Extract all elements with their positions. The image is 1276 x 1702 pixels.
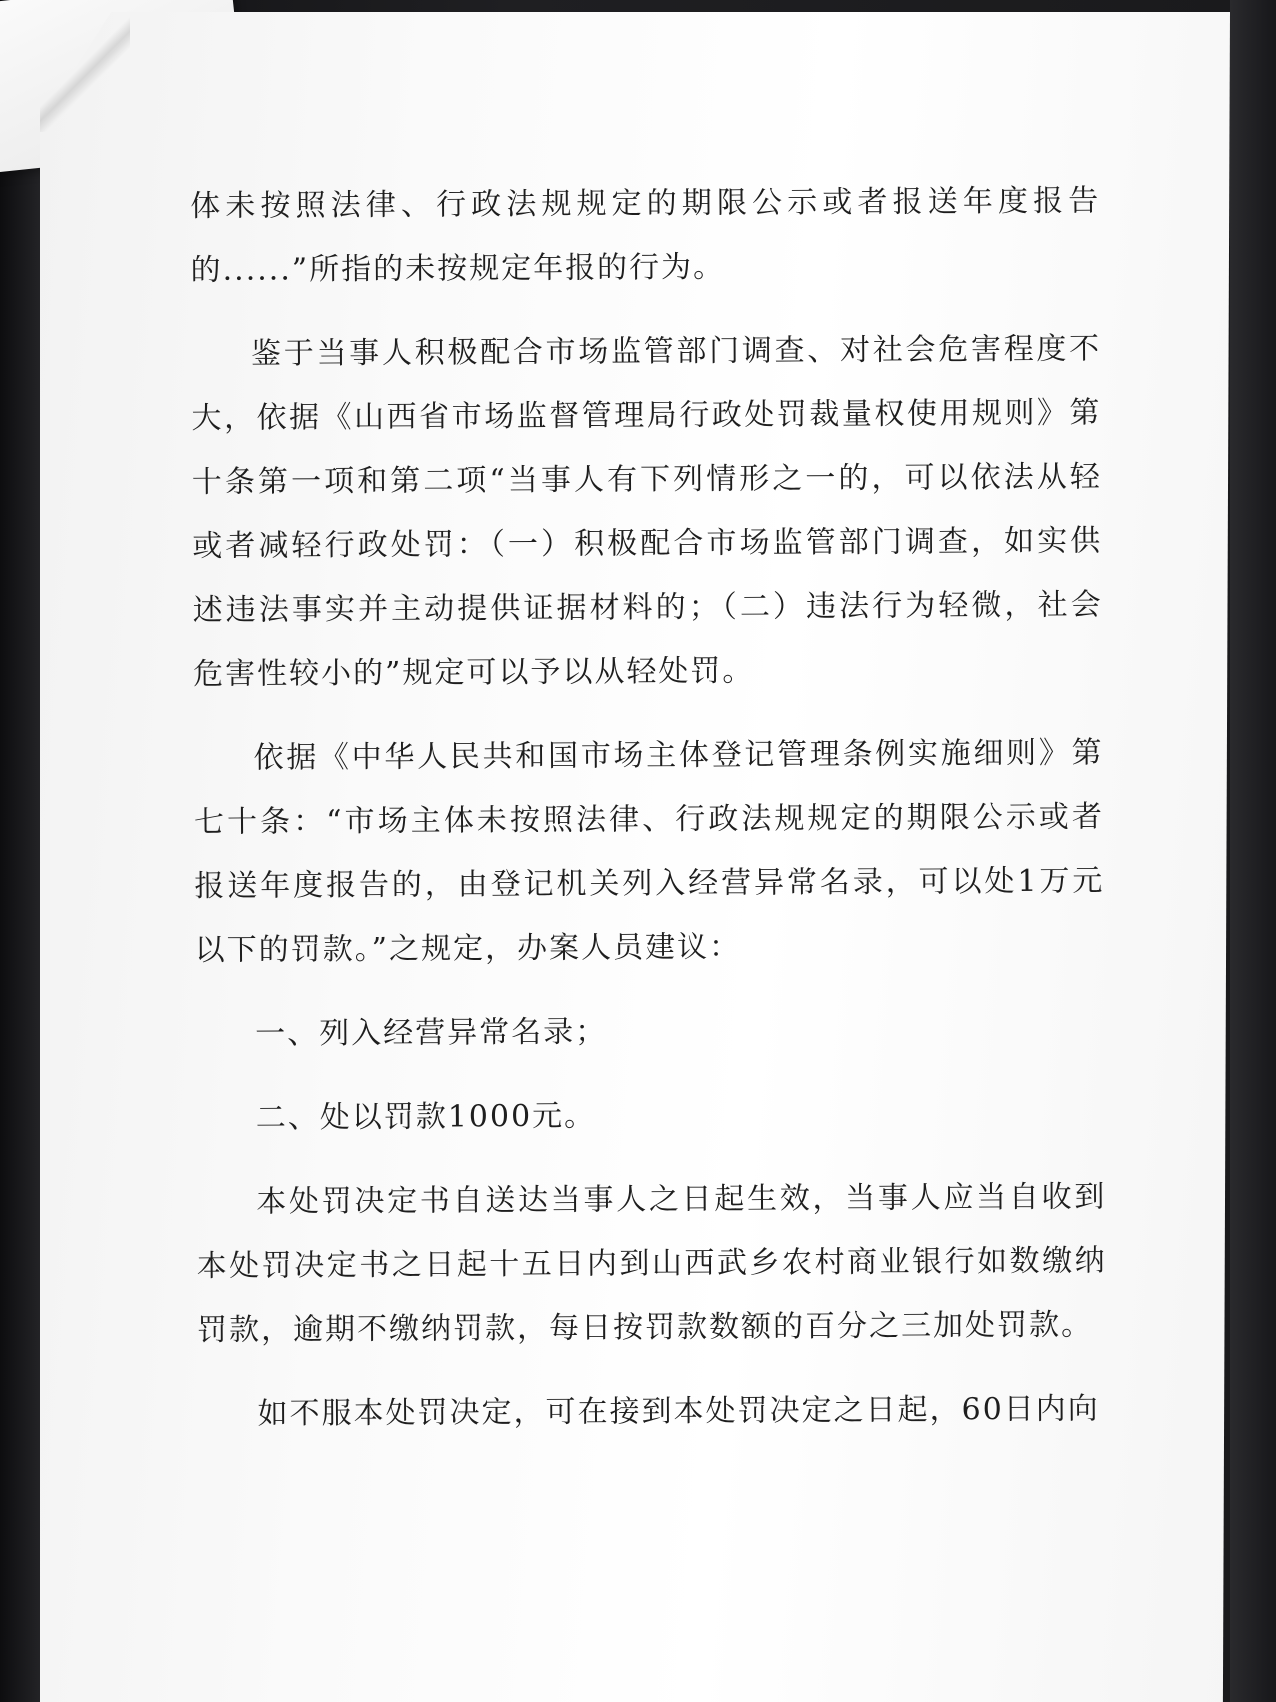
paragraph-mitigation: 鉴于当事人积极配合市场监管部门调查、对社会危害程度不大，依据《山西省市场监督管理局行政处罚裁量权使用规则》第十条第一项和第二项“当事人有下列情形之一的，可以依法从轻或者减轻行政处罚：（一）积极配合市场监管部门调查，如实供述违法事实并主动提供证据材料的；（二）违法行为轻微，社会危害性较小的”规定可以予以从轻处罚。 — [191, 331, 1103, 692]
desk-background — [0, 0, 40, 1702]
paragraph-continuation: 体未按照法律、行政法规规定的期限公示或者报送年度报告的......”所指的未按规定年报的行为。 — [190, 183, 1101, 288]
desk-edge — [1230, 0, 1276, 1702]
document-body — [190, 169, 1108, 1467]
paragraph-appeal: 如不服本处罚决定，可在接到本处罚决定之日起，60日内向 — [257, 1391, 1100, 1432]
penalty-item-1: 一、列入经营异常名录； — [255, 1014, 608, 1052]
paragraph-effective-date: 本处罚决定书自送达当事人之日起生效，当事人应当自收到本处罚决定书之日起十五日内到山西武乡农村商业银行如数缴纳罚款，逾期不缴纳罚款，每日按罚款数额的百分之三加处罚款。 — [196, 1179, 1107, 1348]
paragraph-legal-basis: 依据《中华人民共和国市场主体登记管理条例实施细则》第七十条：“市场主体未按照法律、行政法规规定的期限公示或者报送年度报告的，由登记机关列入经营异常名录，可以处1万元以下的罚款。”之规定，办案人员建议： — [193, 735, 1105, 968]
penalty-item-2: 二、处以罚款1000元。 — [255, 1098, 597, 1136]
